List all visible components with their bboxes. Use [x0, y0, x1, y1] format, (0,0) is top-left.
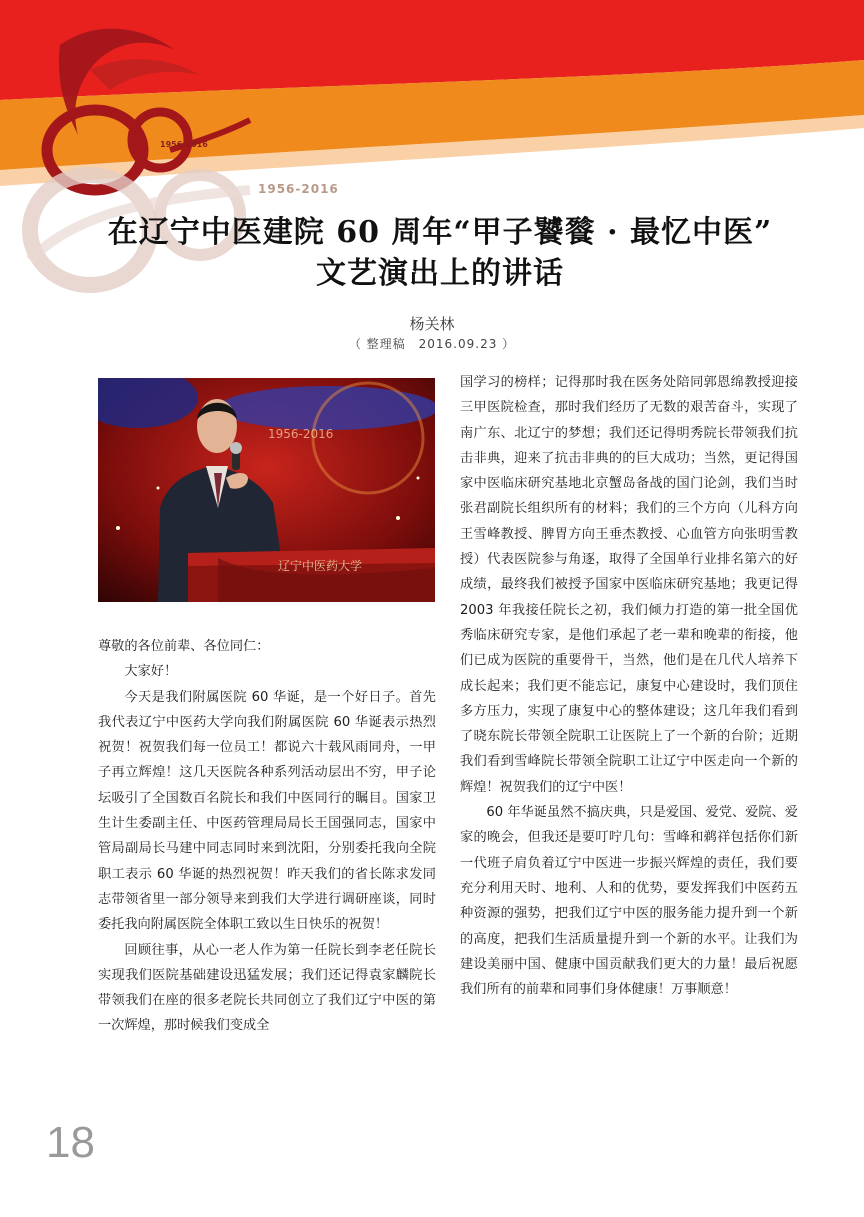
speaker-photo: [98, 378, 435, 602]
logo-years-small: 1956-2016: [160, 140, 208, 149]
article-author: 杨关林: [409, 315, 455, 333]
article-title-line1: 在辽宁中医建院 60 周年“甲子饕餮 · 最忆中医”: [107, 215, 773, 250]
article-body-left-column: [98, 634, 436, 1039]
article-title-line2: 文艺演出上的讲话: [316, 256, 564, 291]
article-body-right-column: [460, 370, 798, 1002]
paragraph: 60 年华诞虽然不搞庆典，只是爱国、爱党、爱院、爱家的晚会，但我还是要叮咛几句：雪峰和鹈祥包括你们新一代班子肩负着辽宁中医进一步振兴辉煌的责任，我们要充分利用天时、地利、人和的优势，要发挥我们中医药五种资源的强势，把我们辽宁中医的服务能力提升到一个新的高度，把我们生活质量提升到一个新的水平。让我们为建设美丽中国、健康中国贡献我们更大的力量！最后祝愿我们所有的前辈和同事们身体健康！万事顺意！: [460, 805, 798, 998]
article-note: （ 整理稿 2016.09.23 ）: [348, 337, 516, 351]
logo-years-large: 1956-2016: [258, 182, 339, 196]
salutation: 尊敬的各位前辈、各位同仁：: [98, 639, 270, 654]
paragraph: 回顾往事，从心一老人作为第一任院长到李老任院长实现我们医院基础建设迅猛发展；我们还记得袁家麟院长带领我们在座的很多老院长共同创立了我们辽宁中医的第一次辉煌，那时候我们变成全: [98, 942, 436, 1034]
greeting: 大家好！: [124, 664, 178, 680]
backdrop-years: 1956-2016: [268, 427, 334, 441]
page-number: 18: [46, 1118, 95, 1167]
paragraph: 今天是我们附属医院 60 华诞，是一个好日子。首先我代表辽宁中医药大学向我们附属医院 60 华诞表示热烈祝贺！祝贺我们每一位员工！都说六十载风雨同舟，一甲子再立辉煌！这几天医院各种系列活动层出不穷，甲子论坛吸引了全国数百名院长和我们中医同行的瞩目。国家卫生计生委副主任、中医药管理局局长王国强同志，国家中管局副局长马建中同志同时来到沈阳，分别委托我向全院职工表示 60 华诞的热烈祝贺！昨天我们的省长陈求发同志带领省里一部分领导来到我们大学进行调研座谈，同时委托我向附属医院全体职工致以生日快乐的祝贺！: [98, 689, 436, 933]
podium-text: 辽宁中医药大学: [278, 559, 363, 573]
paragraph-continued: 国学习的榜样；记得那时我在医务处陪同郭恩绵教授迎接三甲医院检查，那时我们经历了无数的艰苦奋斗，实现了南广东、北辽宁的梦想；我们还记得明秀院长带领我们抗击非典，迎来了抗击非典的的巨大成功；当然，更记得国家中医临床研究基地北京蟹岛备战的国门论剑，我们当时张君副院长组织所有的材料；我们的三个方向（儿科方向王雪峰教授、脾胃方向王垂杰教授、心血管方向张明雪教授）代表医院参与角逐，取得了全国单行业排名第六的好成绩，最终我们被授予国家中医临床研究基地；我更记得 2003 年我接任院长之初，我们倾力打造的第一批全国优秀临床研究专家，是他们承起了老一辈和晚辈的衔接，他们已成为医院的重要骨干，当然，他们是在几代人培养下成长起来；我们更不能忘记，康复中心建设时，我们顶住多方压力，实现了康复中心的整体建设；这几年我们看到了晓东院长带领全院职工让医院上了一个新的台阶；近期我们看到雪峰院长带领全院职工让辽宁中医走向一个新的辉煌！祝贺我们的辽宁中医！: [460, 375, 798, 795]
